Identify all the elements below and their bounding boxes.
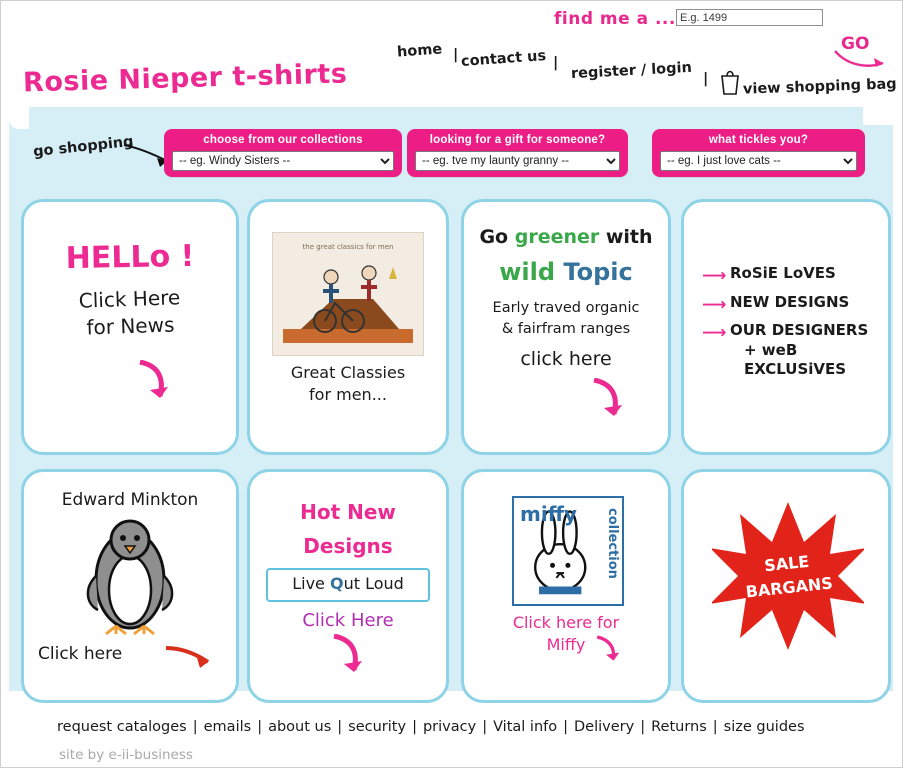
hot-new-click-here[interactable]: Click Here	[302, 610, 394, 631]
gift-selector-panel	[407, 129, 628, 177]
hot-new-line1: Hot New	[300, 500, 396, 524]
arrow-right-icon: ⟶	[702, 266, 727, 286]
tickles-select[interactable]	[660, 151, 857, 171]
site-credit: site by e-ii-business	[59, 747, 193, 763]
greener-click-here[interactable]: click here	[520, 348, 612, 370]
hot-new-pink-arrow-icon	[328, 634, 368, 680]
svg-text:the great classics for men: the great classics for men	[302, 243, 394, 251]
topic-word: Topic	[563, 258, 633, 286]
miffy-collection-label: collection	[605, 508, 620, 579]
miffy-click-line2: Miffy	[546, 635, 586, 655]
nav-separator: |	[703, 71, 709, 87]
footer-nav	[57, 719, 805, 735]
collections-selector-panel	[164, 129, 402, 177]
badge-pre: Live	[292, 574, 330, 593]
tickles-caption: what tickles you?	[708, 134, 809, 146]
footer-separator: |	[412, 719, 417, 735]
footer-link-request-catalogues[interactable]: request cataloges	[57, 719, 187, 735]
classics-caption	[250, 362, 446, 407]
gift-caption: looking for a gift for someone?	[429, 134, 606, 146]
hello-line2: for News	[86, 312, 175, 340]
quick-link-label: OUR DESIGNERS	[730, 321, 869, 339]
tile-go-greener[interactable]	[461, 199, 671, 455]
footer-link-size-guides[interactable]: size guides	[723, 719, 805, 735]
footer-link-emails[interactable]: emails	[203, 719, 252, 735]
greener-headline	[464, 226, 668, 248]
sale-line1: SALE	[763, 551, 811, 576]
greener-pre: Go	[479, 226, 515, 248]
sale-star[interactable]	[712, 500, 864, 652]
classics-caption-line2: for men...	[309, 385, 387, 405]
quick-link-sublabel: + weB EXCLUSiVES	[744, 340, 847, 378]
retro-cyclists-illustration-icon	[273, 233, 423, 355]
footer-separator: |	[337, 719, 343, 735]
shopping-bag-icon[interactable]	[718, 67, 742, 95]
edward-minkton-title: Edward Minkton	[61, 490, 199, 510]
arrow-right-icon: ⟶	[702, 323, 727, 343]
footer-separator: |	[563, 719, 569, 735]
hot-new-line2: Designs	[303, 534, 393, 558]
penguin-red-arrow-icon	[164, 644, 214, 670]
miffy-pink-arrow-icon	[592, 634, 626, 668]
miffy-click-line1: Click here for	[512, 613, 620, 632]
tile-quick-links[interactable]	[681, 199, 891, 455]
nav-item-contact-us[interactable]: contact us	[460, 48, 547, 70]
miffy-click-here[interactable]	[464, 612, 668, 657]
tile-edward-minkton[interactable]	[21, 469, 239, 703]
footer-separator: |	[192, 719, 198, 735]
miffy-wordmark: miffy	[520, 502, 577, 526]
hello-click-here-text	[23, 282, 237, 343]
find-me-label: find me a ...	[554, 9, 676, 29]
hello-pink-arrow-icon	[134, 360, 174, 406]
footer-link-about-us[interactable]: about us	[268, 719, 332, 735]
gift-select[interactable]	[415, 151, 620, 171]
nav-item-register-login[interactable]: register / login	[570, 59, 693, 83]
penguin-illustration-icon	[76, 518, 184, 636]
miffy-logo-box	[512, 496, 624, 606]
nav-separator: |	[453, 47, 459, 63]
quick-links-list	[702, 264, 878, 389]
footer-separator: |	[482, 719, 488, 735]
tile-great-classics[interactable]	[247, 199, 449, 455]
footer-link-returns[interactable]: Returns	[651, 719, 707, 735]
badge-post: ut Loud	[343, 574, 404, 593]
footer-separator: |	[257, 719, 263, 735]
wild-word: wild	[499, 258, 556, 286]
wild-topic-brand	[464, 258, 668, 286]
greener-desc-line2: & fairfram ranges	[501, 321, 631, 338]
list-item[interactable]	[702, 321, 878, 380]
greener-desc-line1: Early traved organic	[492, 300, 640, 316]
footer-separator: |	[640, 719, 646, 735]
go-button[interactable]: GO	[841, 34, 870, 54]
quick-link-label: RoSiE LoVES	[730, 264, 836, 282]
greener-description	[470, 298, 662, 340]
greener-post: with	[599, 226, 653, 248]
nav-item-home[interactable]: home	[396, 41, 443, 61]
top-nav	[393, 37, 897, 99]
tile-sale-bargains[interactable]	[681, 469, 891, 703]
arrow-right-icon: ⟶	[702, 294, 727, 315]
badge-q: Q	[329, 574, 344, 593]
nav-item-view-shopping-bag[interactable]: view shopping bag	[742, 76, 897, 98]
footer-link-security[interactable]: security	[348, 719, 407, 735]
classics-caption-line1: Great Classies	[290, 363, 406, 382]
tile-hot-new-designs[interactable]	[247, 469, 449, 703]
sale-line2: BARGANS	[744, 573, 834, 602]
greener-pink-arrow-icon	[588, 378, 628, 424]
classics-illustration	[272, 232, 424, 356]
nav-separator: |	[553, 55, 559, 71]
footer-link-delivery[interactable]: Delivery	[574, 719, 635, 735]
collections-select[interactable]	[172, 151, 394, 171]
tickles-selector-panel	[652, 129, 865, 177]
list-item[interactable]	[702, 293, 878, 313]
greener-green-word: greener	[514, 226, 600, 248]
page-title: Rosie Nieper t-shirts	[22, 58, 348, 99]
tile-miffy-collection[interactable]	[461, 469, 671, 703]
panel-notch-right	[863, 107, 893, 125]
search-input[interactable]	[676, 9, 823, 26]
tile-hello-news[interactable]	[21, 199, 239, 455]
footer-link-vital-info[interactable]: Vital info	[493, 719, 558, 735]
quick-link-label: NEW DESIGNS	[730, 292, 850, 311]
go-shopping-label: go shopping	[32, 133, 135, 161]
hello-headline: HELLo !	[65, 238, 195, 277]
collections-caption: choose from our collections	[203, 134, 363, 146]
footer-link-privacy[interactable]: privacy	[422, 719, 477, 735]
live-out-loud-badge[interactable]	[266, 568, 430, 602]
panel-notch-left	[9, 107, 29, 129]
list-item[interactable]	[702, 264, 878, 284]
hello-line1: Click Here	[78, 285, 181, 313]
penguin-click-here[interactable]: Click here	[38, 644, 123, 664]
footer-separator: |	[712, 719, 718, 735]
